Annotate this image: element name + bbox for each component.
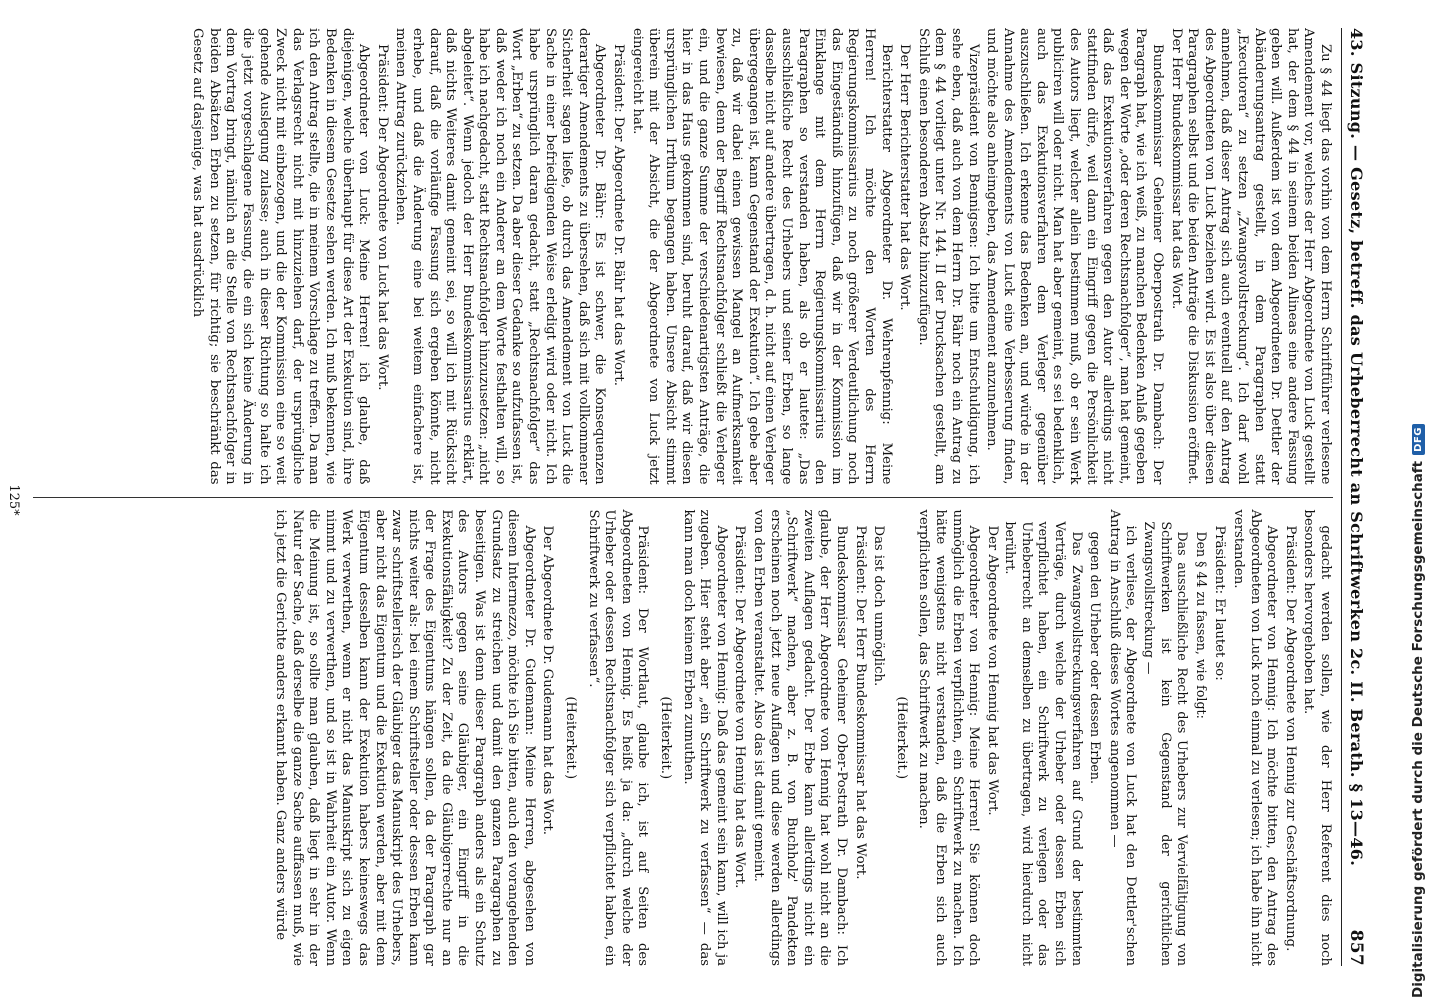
page-header (1341, 28, 1366, 966)
text-columns (33, 28, 1333, 966)
sheet-signature: 125* (6, 484, 21, 516)
interjection: (Heiterkeit.) (893, 696, 909, 780)
paragraph: Vizepräsident von Bennigsen: Ich bitte um Entschuldigung, ich sehe eben, daß auch von dem Herrn Dr. Bähr noch ein Antrag zu dem § 44 vorliegt unter Nr. 144. II der Drucksachen gestellt, am Schluß einen besonderen Absatz hinzuzufügen. (915, 28, 981, 485)
funding-text: Digitalisierung gefördert durch die Deutsche Forschungsgemeinschaft (1410, 460, 1426, 998)
paragraph: Abgeordneter von Hennig: Meine Herren! Sie können doch unmöglich die Erben verpflichten, ein Schriftwerk zu machen. Ich hätte wenigstens nicht verstanden, daß die Erben sich auch verpflichten sollen, das Schriftwerk zu machen. (916, 509, 982, 966)
right-column (33, 498, 1333, 967)
paragraph: gedacht werden sollen, wie der Herr Referent dies noch besonders hervorgehoben hat. (1301, 509, 1333, 966)
paragraph: Das Zwangsvollstreckungsverfahren auf Grund der bestimmten Verträge, durch welche der Urheber oder dessen Erben sich verpflichtet haben, ein Schriftwerk zu verlegen oder das Urheberrecht an demselben zu übertragen, wird hierdurch nicht berührt. (1003, 521, 1085, 966)
paragraph: gegen den Urheber oder dessen Erben. (1088, 531, 1104, 784)
left-column (33, 28, 1333, 497)
paragraph: Der Abgeordnete von Hennig hat das Wort. (984, 525, 1000, 816)
paragraph: ich verliese, der Abgeordnete von Luck hat den Dettler'schen Antrag in Anschluß dieses Wortes angenommen — (1106, 509, 1139, 966)
paragraph: Der Herr Berichterstatter hat das Wort. (897, 44, 913, 311)
paragraph: Präsident: Der Abgeordnete von Hennig zur Geschäftsordnung. (1282, 525, 1298, 952)
paragraph: Abgeordneter Dr. Bähr: Es ist schwer, die Konsequenzen derartiger Amendements zu übersehen, daß sich mit vollkommener Sicherheit sagen ließe, ob durch das Amendement von Luck die Sache in einer befriedigenden Weise erledigt wird oder nicht. Ich habe ursprünglich daran gedacht, statt „Rechtsnachfolger“ das Wort „Erben“ zu setzen. Da aber dieser Gedanke so aufzufassen ist, daß weder ich noch ein Anderer an dem Worte festhalten will, so habe ich nachgedacht, statt Rechtsnachfolger hinzuzusetzen: „nicht abgeleitet“. Wenn jedoch der Herr Bundeskommissarius erklärt, daß nichts Weiteres damit gemeint sei, so will ich mit Rücksicht darauf, daß die vorläufige Fassung sich ergeben könnte, nicht erhebe, und daß die Änderung eine bei weitem einfachere ist, meinen Antrag zurückziehen. (393, 28, 608, 485)
paragraph: Präsident: Der Wortlaut, glaube ich, ist auf Seiten des Abgeordneten von Hennig. Es heißt ja da: „durch welche der Urheber oder dessen Rechtsnachfolger sich verpflichtet haben, ein Schriftwerk zu verfassen“. (585, 509, 651, 966)
paragraph: Präsident: Der Herr Bundeskommissar hat das Wort. (852, 525, 868, 880)
paragraph: Bundeskommissar Geheimer Oberpostrath Dr. Dambach: Der Paragraph hat, wie ich weiß, zu manchen Bedenken Anlaß gegeben wegen der Worte „oder deren Rechtsnachfolger“, man hat gemeint, daß das Exekutionsverfahren gegen den Autor allerdings nicht stattfinden dürfe, weil dann ein Eingriff gegen die Persönlichkeit des Autors liegt, welcher allein bestimmen muß, ob er sein Werk publiciren will oder nicht. Man hat aber gemeint, es sei bedenklich, auch das Exekutionsverfahren dem Verleger gegenüber auszuschließen. Ich erkenne das Bedenken an, und würde in der Annahme des Amendements von Luck eine Verbesserung finden, und möchte also anheimgeben, das Amendement anzunehmen. (984, 28, 1166, 485)
page-number: 857 (1346, 929, 1366, 966)
paragraph: Abgeordneter von Luck: Meine Herren! ich glaube, daß diejenigen, welche überhaupt für diese Art der Exekution sind, ihre Bedenken in diesem Gesetze sehen werden. Ich muß bekennen, wie ich den Antrag stellte, die in meinem Vorschlage zu treffen. Da man das Verlagsrecht nicht mit hinzuziehen darf, der ursprüngliche Zweck nicht mit einbezogen, und die der Kommission eine so weit gehende Auslegung zulasse; auch in dieser Richtung so halte ich die jetzt vorgeschlagene Fassung, die ein sich keine Änderung in dem Vortrag bringt, nämlich an die Stelle von Rechtsnachfolger in beiden Absätzen Erben zu setzen, für richtig; sie beschränkt das Gesetz auf dasjenige, was hat ausdrücklich (190, 28, 372, 485)
paragraph: Berichterstatter Abgeordneter Dr. Wehrenpfennig: Meine Herren! Ich möchte den Worten des Herrn Regierungskommissarius zu noch größerer Verdeutlichung noch das Eingeständniß hinzufügen, daß wir in der Kommission im Einklange mit dem Herrn Regierungskommissarius den Paragraphen so verstanden haben, als ob er lautete: „Das ausschließliche Recht des Urhebers und seiner Erben, so lange dasselbe nicht auf andere übertragen, d. h. nicht auf einen Verleger übergegangen ist, kann Gegenstand der Exekution“. Ich gebe aber zu, daß wir dabei einen gewissen Mangel an Aufmerksamkeit bewiesen, denn der Begriff Rechtsnachfolger schließt die Verleger ein, und die ganze Summe der verschiedenartigsten Anträge, die hier in das Haus gekommen sind, beruht darauf, daß wir diesen ursprünglichen Irrthum begangen haben. Unsere Absicht stimmt überein mit der Absicht, die der Abgeordnete von Luck jetzt eingereicht hat. (629, 28, 894, 485)
paragraph: Der Abgeordnete Dr. Gudemann hat das Wort. (540, 525, 556, 835)
paragraph: Zu § 44 liegt das vorhin von dem Herrn Schriftführer verlesene Amendement vor, welches der Herr Abgeordnete von Luck gestellt hat, der dem § 44 in seinem beiden Alineas eine andere Fassung geben will. Außerdem ist von dem Abgeordneten Dr. Dettler der Abänderungsantrag gestellt, in dem Paragraphen statt „Executoren“ zu setzen „Zwangsvollstreckung“. Ich darf wohl annehmen, daß dieser Antrag sich auch eventuell auf den Antrag des Abgeordneten von Luck beziehen wird. Es ist also über diesen Paragraphen selbst und die beiden Anträge die Diskussion eröffnet. Der Herr Bundeskommissar hat das Wort. (1168, 28, 1333, 485)
running-title: 43. Sitzung. — Gesetz, betreff. das Urheberrecht an Schriftwerken 2c. II. Berath. § 13—46. (1347, 28, 1366, 867)
paragraph: Präsident: Er lautet so: (1212, 525, 1228, 681)
paragraph: Bundeskommissar Geheimer Ober-Postrath Dr. Dambach: Ich glaube, der Herr Abgeordnete von Hennig hat wohl nicht an die zweiten Auflagen gedacht. Der Erbe kann allerdings nicht ein „Schriftwerk“ machen, aber z. B. von Buchholz' Pandekten erscheinen noch jetzt neue Auflagen und diese werden allerdings von den Erben veranstaltet. Also das ist damit gemeint. (751, 509, 849, 966)
paragraph: Abgeordneter Dr. Gudemann: Meine Herren, abgesehen von diesem Intermezzo, möchte ich Sie bitten, auch den vorangehenden Grundsatz zu streichen und damit den ganzen Paragraphen zu beseitigen. Was ist denn dieser Paragraph anders als ein Schutz des Autors gegen seine Gläubiger, ein Eingriff in die Exekutionsfähigkeit? Zu der Zeit, da die Gläubigerrechte nur an der Frage des Eigentums hängen sollen, da der Paragraph gar nichts weiter als: bei einem Schriftsteller oder dessen Erben kann zwar schriftstellerisch der Gläubiger das Manuskript des Urhebers, aber nicht das Eigentum und die Exekution werden, aber mit dem Eigentum desselben kann der Exekution habers keineswegs das Werk verwerthen, wenn er nicht das Manuskript sich zu eigen nimmt und zu verwerthen, und so ist in Wahrheit ein Autor. Wenn die Meinung ist, so sollte man glauben, daß liegt in sehr in der Natur der Sache, daß derselbe die ganze Sache auffassen muß, wie ich jetzt die Gerichte anders erkannt haben. Ganz anders würde (272, 509, 537, 966)
paragraph: Das ist doch unmöglich. (871, 525, 887, 687)
paragraph: Den § 44 zu fassen, wie folgt: (1193, 531, 1209, 719)
paragraph: Abgeordneter von Hennig: Daß das gemeint sein kann, will ich ja zugeben. Hier steht aber „ein Schriftwerk zu verfassen“ — das kann man doch keinem Erben zumuthen. (680, 509, 729, 966)
paragraph: Präsident: Der Abgeordnete von Hennig hat das Wort. (732, 525, 748, 889)
funding-attribution (1410, 424, 1426, 998)
paragraph: Abgeordneter von Hennig: Ich möchte bitten, den Antrag des Abgeordneten von Luck noch einmal zu verlesen; ich habe ihn nicht verstanden. (1231, 509, 1280, 966)
dfg-logo-icon: DFG (1412, 424, 1425, 455)
interjection: (Heiterkeit.) (563, 696, 579, 780)
paragraph: Das ausschließliche Recht des Urhebers zur Vervielfältigung von Schriftwerken ist kein Gegenstand der gerichtlichen Zwangsvollstreckung — (1142, 521, 1191, 966)
interjection: (Heiterkeit.) (658, 696, 674, 780)
paragraph: Präsident: Der Abgeordnete Dr. Bähr hat das Wort. (611, 44, 627, 386)
paragraph: Präsident: Der Abgeordnete von Luck hat das Wort. (374, 44, 390, 391)
